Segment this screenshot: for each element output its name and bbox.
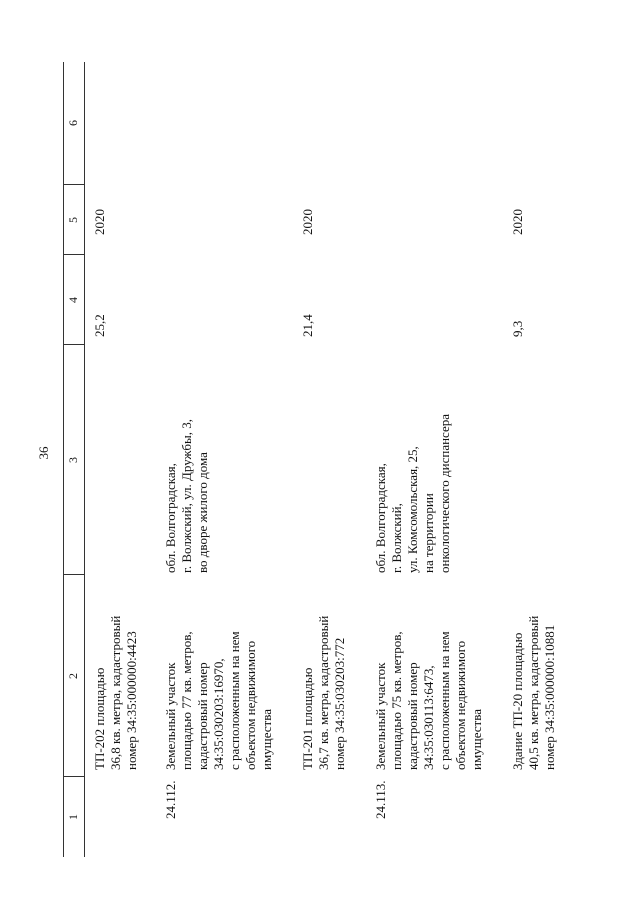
row-2-name: ТП-201 площадью 36,7 кв. метра, кадастровый номер 34:35:030203:772 [300,615,347,770]
row-0-name: ТП-202 площадью 36,8 кв. метра, кадастровый номер 34:35:000000:4423 [92,615,139,770]
row-4-name: Здание ТП-20 площадью 40,5 кв. метра, кадастровый номер 34:35:000000:10881 [510,615,557,770]
column-header-5: 5 [66,217,80,223]
column-header-4: 4 [66,297,80,303]
column-header-1: 1 [66,814,80,820]
row-1-number: 24.112. [163,780,178,819]
row-3-name: Земельный участок площадью 75 кв. метров, кадастровый номер 34:35:030113:6473, с расположенным на нем объектом недвижимого имущества [373,631,484,770]
row-1-address: обл. Волгоградская, г. Волжский, ул. Дружбы, 3, во дворе жилого дома [163,419,210,573]
column-header-2: 2 [66,673,80,679]
column-header-3: 3 [66,457,80,463]
row-4-area: 9,3 [510,320,525,337]
column-separator [63,574,84,575]
column-header-6: 6 [66,120,80,126]
row-2-area: 21,4 [300,314,315,337]
header-top-rule [63,62,64,857]
column-separator [63,776,84,777]
row-3-number: 24.113. [373,780,388,819]
header-bottom-rule [84,62,85,857]
column-separator [63,344,84,345]
row-0-area: 25,2 [92,314,107,337]
row-3-address: обл. Волгоградская, г. Волжский, ул. Комсомольская, 25, на территории онкологического диспансера [373,413,452,573]
page-number: 36 [36,446,51,460]
row-2-year: 2020 [300,209,315,235]
row-0-year: 2020 [92,209,107,235]
row-4-year: 2020 [510,209,525,235]
column-separator [63,184,84,185]
row-1-name: Земельный участок площадью 77 кв. метров, кадастровый номер 34:35:030203:16970, с расположенным на нем объектом недвижимого имущества [163,631,274,770]
column-separator [63,254,84,255]
